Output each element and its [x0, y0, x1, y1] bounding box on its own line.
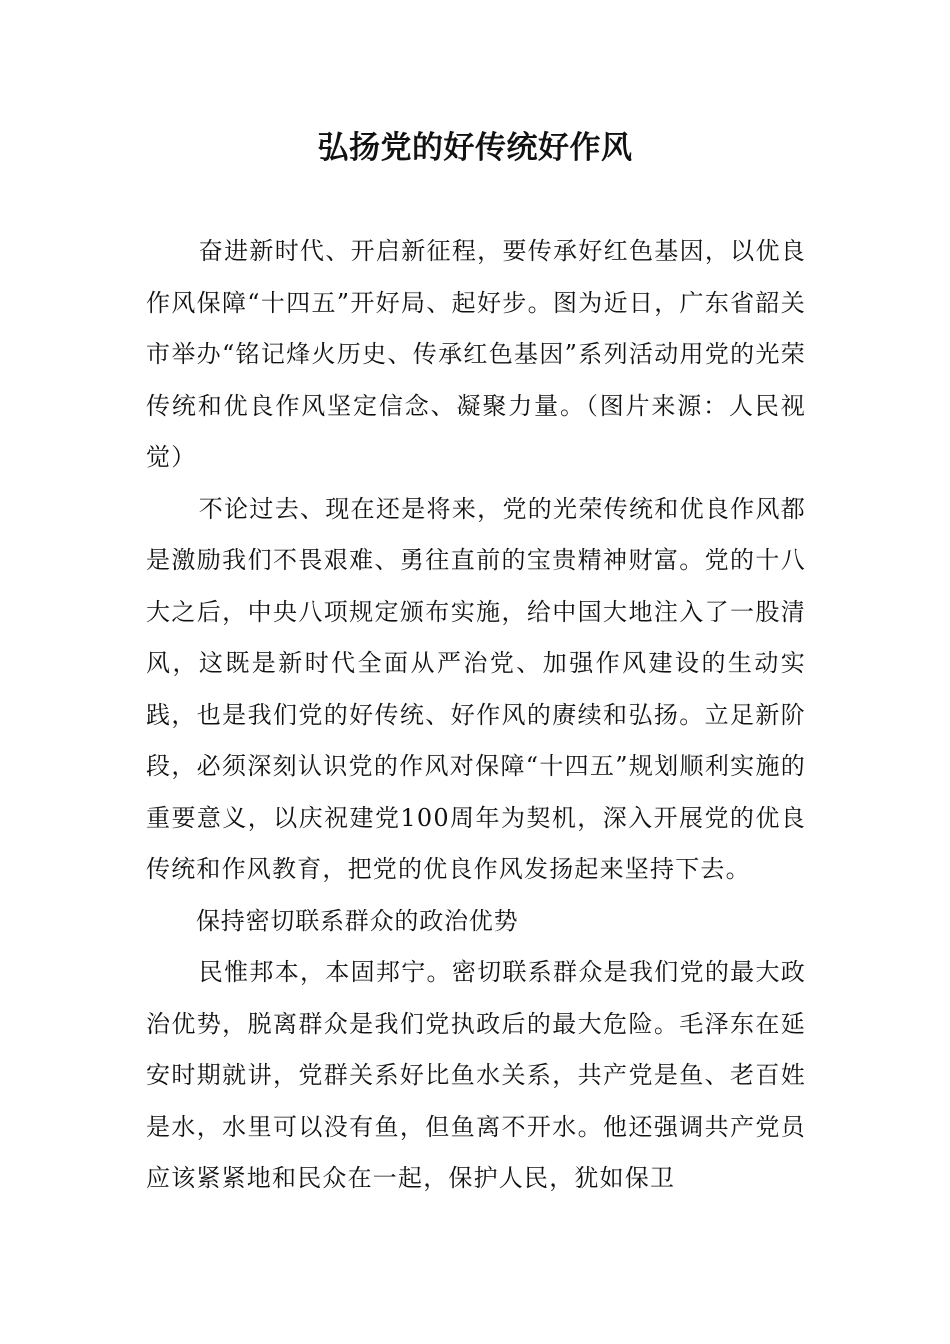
paragraph-masses: 民惟邦本，本固邦宁。密切联系群众是我们党的最大政治优势，脱离群众是我们党执政后的最大危险。毛泽东在延安时期就讲，党群关系好比鱼水关系，共产党是鱼、老百姓是水，水里可以没有鱼，但鱼离不开水。他还强调共产党员应该紧紧地和民众在一起，保护人民，犹如保卫: [146, 958, 806, 1192]
section-heading: 保持密切联系群众的政治优势: [196, 906, 519, 935]
document-title: 弘扬党的好传统好作风: [317, 130, 633, 166]
paragraph-intro: 奋进新时代、开启新征程，要传承好红色基因，以优良作风保障“十四五”开好局、起好步。图为近日，广东省韶关市举办“铭记烽火历史、传承红色基因”系列活动用党的光荣传统和优良作风坚定信念、凝聚力量。（图片来源：人民视觉）: [146, 237, 806, 471]
document-body: [146, 226, 806, 1205]
paragraph-tradition: 不论过去、现在还是将来，党的光荣传统和优良作风都是激励我们不畏艰难、勇往直前的宝贵精神财富。党的十八大之后，中央八项规定颁布实施，给中国大地注入了一股清风，这既是新时代全面从严治党、加强作风建设的生动实践，也是我们党的好传统、好作风的赓续和弘扬。立足新阶段，必须深刻认识党的作风对保障“十四五”规划顺利实施的重要意义，以庆祝建党100周年为契机，深入开展党的优良传统和作风教育，把党的优良作风发扬起来坚持下去。: [146, 494, 806, 883]
